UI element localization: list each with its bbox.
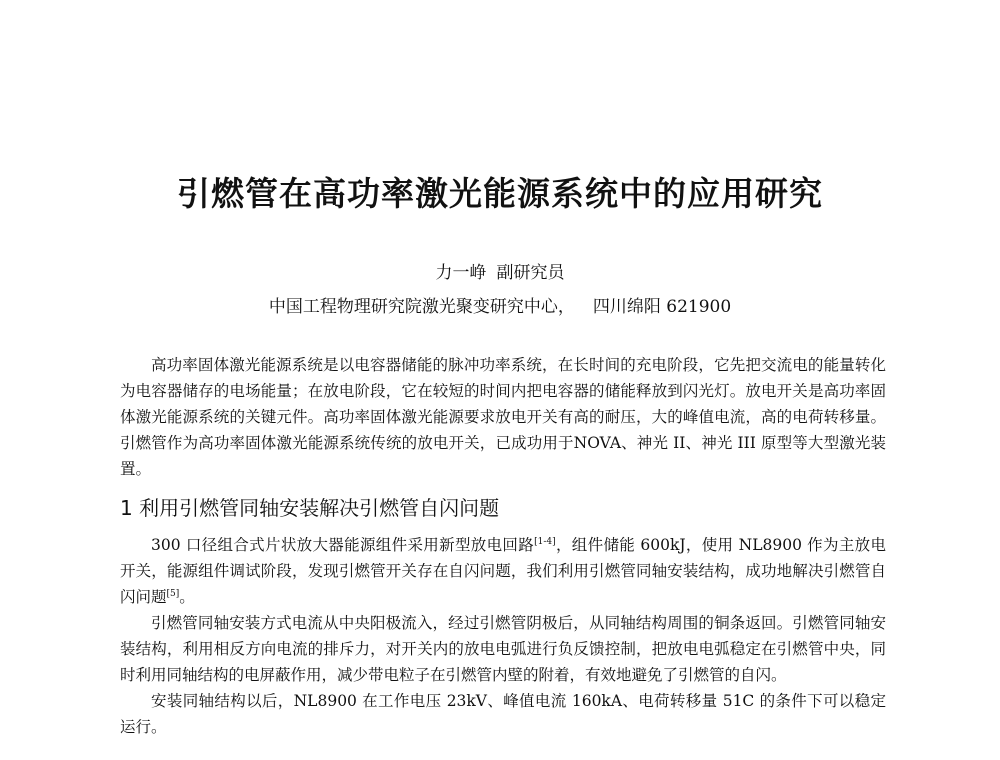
affiliation-institution: 中国工程物理研究院激光聚变研究中心， — [268, 297, 575, 317]
section-1-paragraph-1 — [120, 532, 886, 610]
citation-ref-5: [5] — [166, 588, 180, 599]
paper-title: 引燃管在高功率激光能源系统中的应用研究 — [177, 174, 823, 213]
section-1-paragraph-3: 安装同轴结构以后，NL8900 在工作电压 23kV、峰值电流 160kA、电荷转移量 51C 的条件下可以稳定运行。 — [120, 692, 886, 736]
author-name: 力一峥 — [435, 263, 487, 283]
section-1-paragraph-2: 引燃管同轴安装方式电流从中央阳极流入，经过引燃管阴极后，从同轴结构周围的铜条返回。引燃管同轴安装结构，利用相反方向电流的排斥力，对开关内的放电电弧进行负反馈控制，把放电电弧稳定在引燃管中央，同时利用同轴结构的电屏蔽作用，减少带电粒子在引燃管内壁的附着，有效地避免了引燃管的自闪。 — [120, 614, 886, 684]
affiliation-line — [0, 292, 1000, 317]
paragraph-1-text-b: ，组件储能 600kJ，使用 NL8900 作为主放电开关，能源组件调试阶段，发现引燃管开关存在自闪问题，我们利用引燃管同轴安装结构，成功地解决引燃管自闪问题 — [120, 536, 887, 606]
author-role: 副研究员 — [496, 263, 565, 283]
paragraph-1-text-a: 300 口径组合式片状放大器能源组件采用新型放电回路 — [151, 536, 535, 554]
section-1-heading: 1 利用引燃管同轴安装解决引燃管自闪问题 — [120, 496, 500, 520]
paragraph-1-text-c: 。 — [179, 588, 195, 606]
author-line — [0, 258, 1000, 283]
abstract-paragraph: 高功率固体激光能源系统是以电容器储能的脉冲功率系统，在长时间的充电阶段，它先把交流电的能量转化为电容器储存的电场能量；在放电阶段，它在较短的时间内把电容器的储能释放到闪光灯。放电开关是高功率固体激光能源系统的关键元件。高功率固体激光能源要求放电开关有高的耐压，大的峰值电流，高的电荷转移量。引燃管作为高功率固体激光能源系统传统的放电开关，已成功用于NOVA、神光 II、神光 III 原型等大型激光装置。 — [120, 356, 886, 478]
affiliation-address: 四川绵阳 621900 — [592, 297, 732, 317]
citation-ref-1-4: [1-4] — [534, 536, 556, 547]
section-1-body — [120, 532, 886, 740]
